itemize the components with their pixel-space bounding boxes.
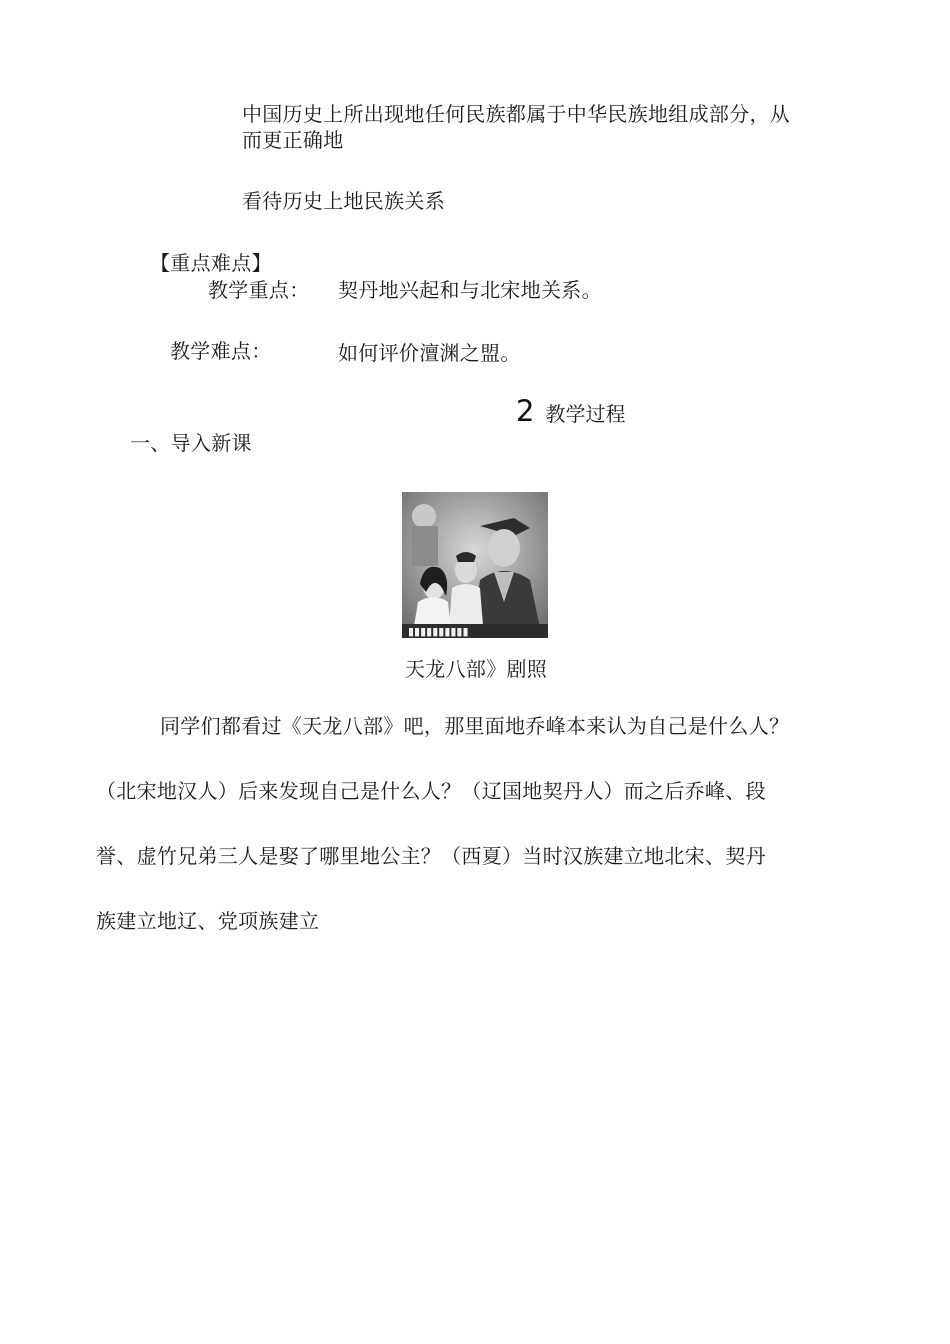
- section-title: 教学过程: [545, 402, 626, 426]
- section-heading: [516, 396, 626, 429]
- intro-line-1: 中国历史上所出现地任何民族都属于中华民族地组成部分，从: [242, 102, 791, 126]
- figure-caption: 天龙八部》剧照: [405, 657, 548, 681]
- key-points-heading: 【重点难点】: [150, 251, 272, 275]
- teaching-difficulty-label: 教学难点：: [170, 339, 272, 363]
- paragraph-line-2: （北宋地汉人）后来发现自己是什么人？（辽国地契丹人）而之后乔峰、段: [96, 779, 766, 803]
- intro-line-3: 看待历史上地民族关系: [242, 189, 445, 213]
- subsection-title: 一、导入新课: [130, 431, 252, 455]
- paragraph-line-4: 族建立地辽、党项族建立: [96, 909, 320, 933]
- paragraph-line-3: 誉、虚竹兄弟三人是娶了哪里地公主？（西夏）当时汉族建立地北宋、契丹: [96, 844, 766, 868]
- teaching-focus-label: 教学重点：: [208, 278, 310, 302]
- teaching-difficulty-text: 如何评价澶渊之盟。: [338, 341, 521, 365]
- tv-drama-still-photo: [402, 492, 548, 638]
- teaching-focus-text: 契丹地兴起和与北宋地关系。: [338, 278, 602, 302]
- intro-line-2: 而更正确地: [242, 128, 344, 152]
- paragraph-line-1: 同学们都看过《天龙八部》吧，那里面地乔峰本来认为自己是什么人？: [160, 714, 790, 738]
- section-number: 2: [516, 394, 535, 428]
- svg-text:▮▮▮▮▮▮▮▮▮▮: ▮▮▮▮▮▮▮▮▮▮: [408, 625, 469, 638]
